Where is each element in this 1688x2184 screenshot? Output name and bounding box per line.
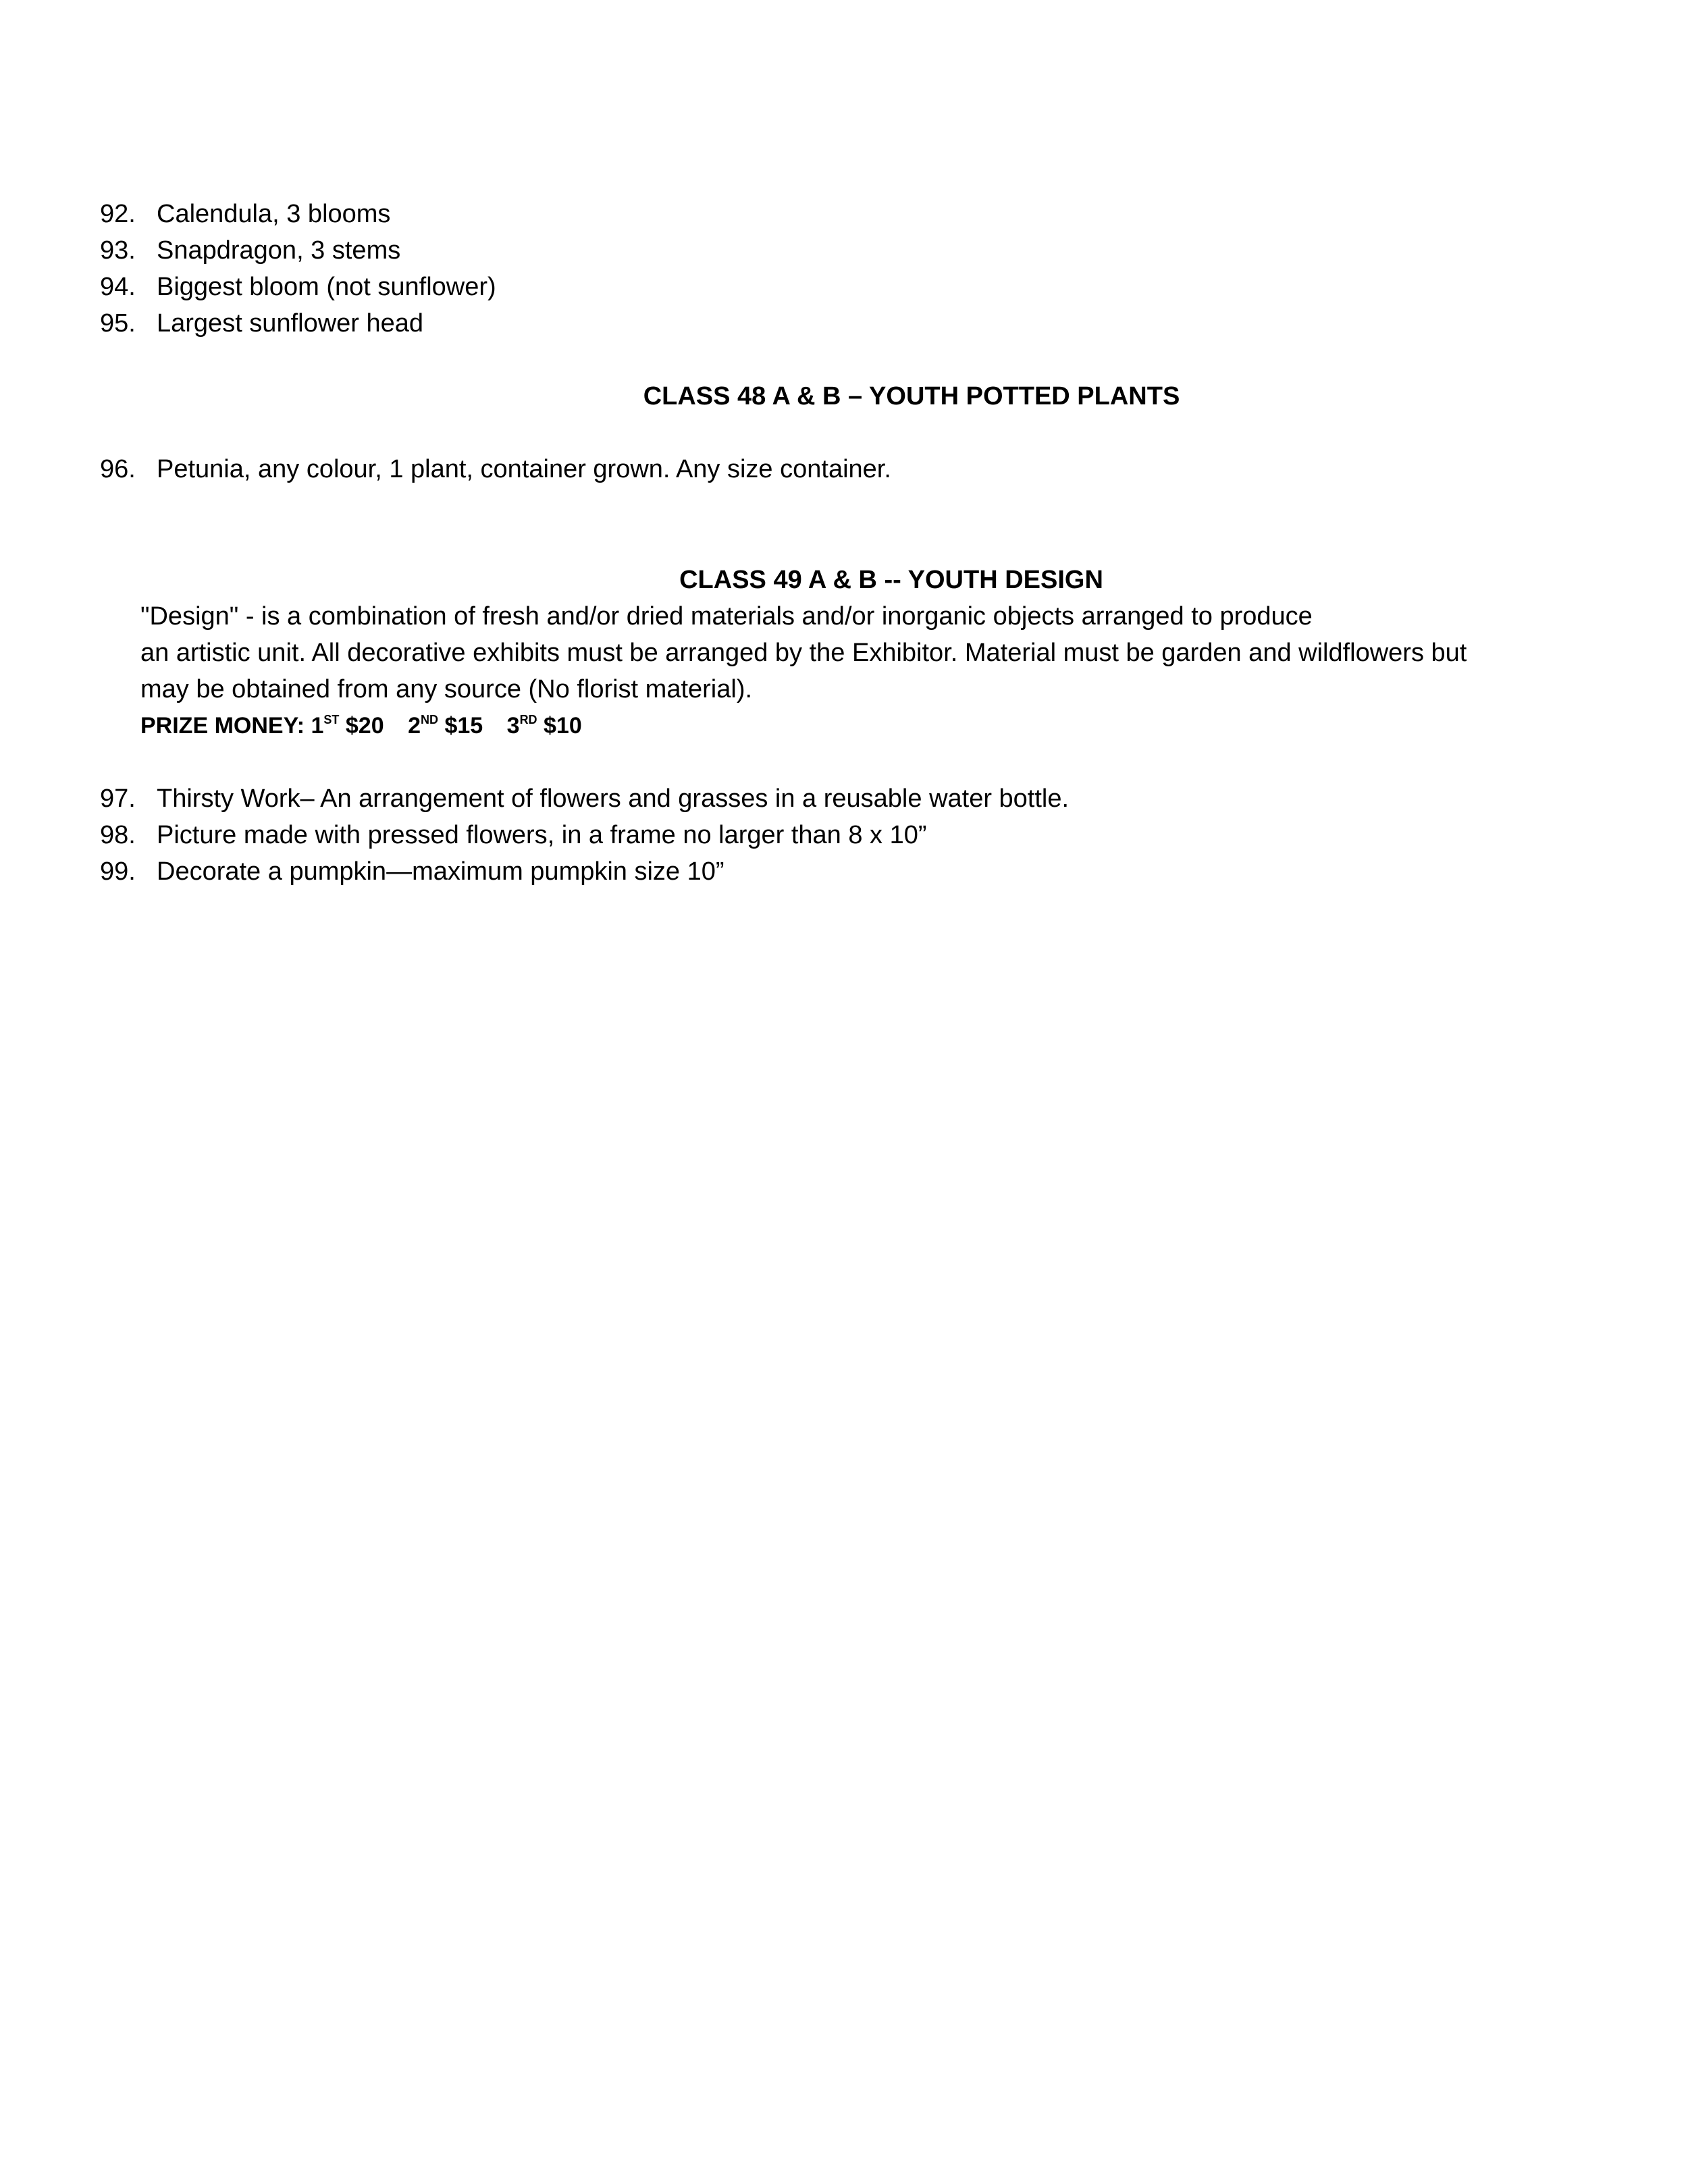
prize-first-amount: $20 [345, 713, 384, 739]
class-49-heading: CLASS 49 A & B -- YOUTH DESIGN [679, 566, 1103, 594]
list-item [100, 780, 1069, 817]
prize-second-suffix: ND [421, 713, 438, 726]
prize-money-line [140, 708, 582, 744]
prize-first-num: 1 [311, 713, 324, 739]
item-number: 99. [100, 857, 136, 886]
prize-second-num: 2 [408, 713, 421, 739]
list-item [100, 451, 891, 487]
item-text: Snapdragon, 3 stems [157, 236, 401, 265]
prize-third-num: 3 [506, 713, 520, 739]
item-number: 98. [100, 821, 136, 849]
prize-second-amount: $15 [444, 713, 483, 739]
list-item [100, 196, 390, 232]
item-text: Thirsty Work– An arrangement of flowers and grasses in a reusable water bottle. [157, 784, 1070, 813]
list-item [100, 817, 927, 853]
prize-third-suffix: RD [519, 713, 537, 726]
item-number: 92. [100, 200, 136, 228]
description-line: an artistic unit. All decorative exhibits must be arranged by the Exhibitor. Material must be garden and wildflowers but [140, 639, 1467, 667]
item-number: 97. [100, 784, 136, 813]
list-item [100, 269, 496, 305]
class-48-heading: CLASS 48 A & B – YOUTH POTTED PLANTS [643, 382, 1180, 410]
item-text: Calendula, 3 blooms [157, 200, 391, 228]
item-text: Picture made with pressed flowers, in a frame no larger than 8 x 10” [157, 821, 927, 849]
item-number: 93. [100, 236, 136, 265]
item-text: Decorate a pumpkin—maximum pumpkin size 10” [157, 857, 724, 886]
item-text: Biggest bloom (not sunflower) [157, 273, 496, 301]
prize-first-suffix: ST [323, 713, 340, 726]
list-item [100, 232, 400, 269]
item-number: 95. [100, 309, 136, 338]
list-item [100, 853, 724, 890]
item-number: 94. [100, 273, 136, 301]
description-line: "Design" - is a combination of fresh and/or dried materials and/or inorganic objects arranged to produce [140, 602, 1313, 631]
list-item [100, 305, 423, 342]
prize-label: PRIZE MONEY: [140, 713, 305, 739]
prize-third-amount: $10 [544, 713, 582, 739]
item-number: 96. [100, 455, 136, 483]
item-text: Petunia, any colour, 1 plant, container grown. Any size container. [157, 455, 891, 483]
description-line: may be obtained from any source (No florist material). [140, 675, 753, 703]
item-text: Largest sunflower head [157, 309, 424, 338]
